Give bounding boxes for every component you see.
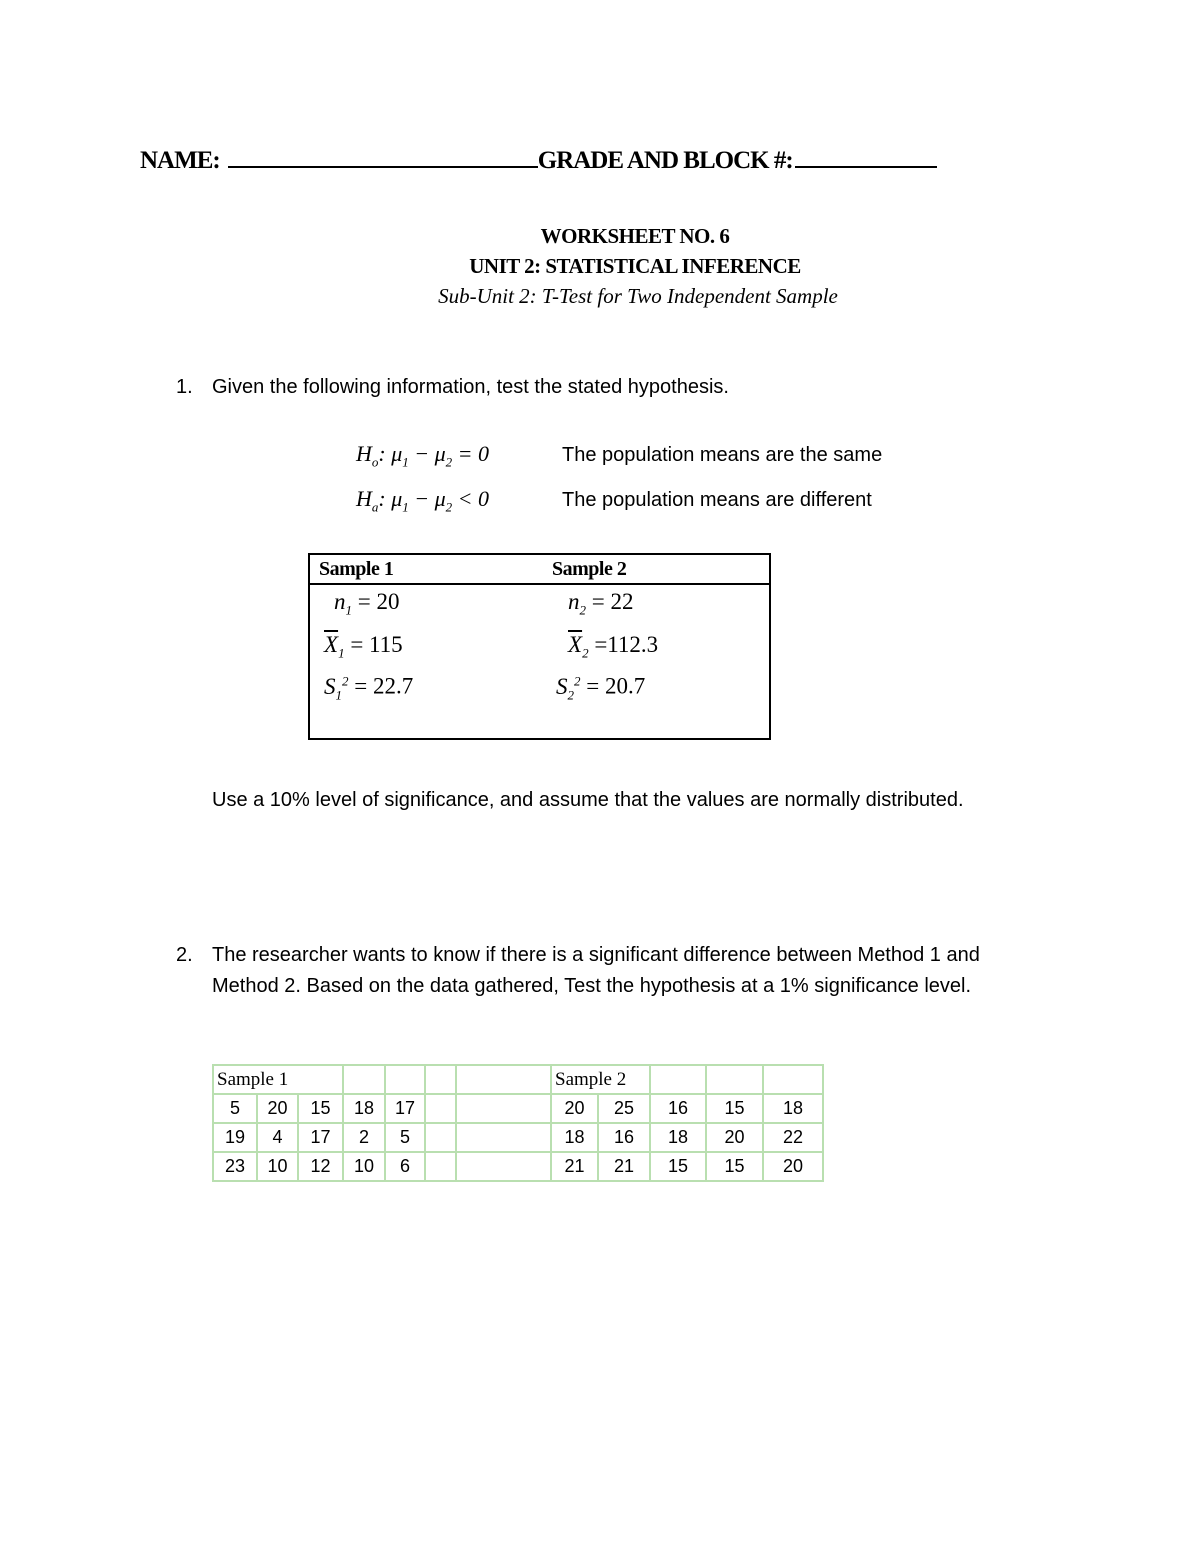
table-cell: 17 <box>298 1123 343 1152</box>
subunit-title: Sub-Unit 2: T-Test for Two Independent Sample <box>438 284 838 308</box>
q1-number: 1. <box>176 376 193 398</box>
sample2-table-label: Sample 2 <box>551 1065 650 1094</box>
table-cell: 12 <box>298 1152 343 1181</box>
table-cell: 20 <box>257 1094 298 1123</box>
table-cell: 21 <box>598 1152 650 1181</box>
table-cell: 20 <box>763 1152 823 1181</box>
sample-box-header <box>310 555 769 585</box>
worksheet-title: WORKSHEET NO. 6 <box>540 224 730 248</box>
q1-text: Given the following information, test the stated hypothesis. <box>212 376 729 398</box>
table-cell: 25 <box>598 1094 650 1123</box>
ha-description: The population means are different <box>562 489 872 511</box>
xbar2-stat: $\overline{X}_2 =112.3$ <box>568 632 659 661</box>
table-cell: 4 <box>257 1123 298 1152</box>
table-row <box>213 1123 823 1152</box>
q2-number: 2. <box>176 944 193 966</box>
sample2-header: Sample 2 <box>552 558 627 580</box>
method-data-table <box>212 1064 824 1182</box>
table-cell: 5 <box>213 1094 257 1123</box>
q2-text-line1: The researcher wants to know if there is a significant difference between Method 1 and <box>212 944 980 966</box>
table-cell: 15 <box>298 1094 343 1123</box>
table-cell: 16 <box>598 1123 650 1152</box>
table-cell: 20 <box>706 1123 763 1152</box>
s1-variance-stat: $S_1^2 = 22.7$ <box>324 673 414 703</box>
n1-stat: $n_1 = 20$ <box>334 589 400 618</box>
q1-note: Use a 10% level of significance, and assume that the values are normally distributed. <box>212 789 964 811</box>
table-cell: 16 <box>650 1094 706 1123</box>
table-cell: 18 <box>343 1094 385 1123</box>
table-cell: 18 <box>650 1123 706 1152</box>
unit-title: UNIT 2: STATISTICAL INFERENCE <box>469 254 801 278</box>
table-cell: 23 <box>213 1152 257 1181</box>
table-cell: 17 <box>385 1094 425 1123</box>
table-row <box>213 1094 823 1123</box>
table-label-row <box>213 1065 823 1094</box>
table-cell: 15 <box>706 1094 763 1123</box>
sample1-header: Sample 1 <box>319 558 394 580</box>
xbar1-stat: $\overline{X}_1 = 115$ <box>324 632 403 661</box>
h0-formula: $H_o$: $\mu_1 - \mu_2 = 0$ <box>356 441 490 470</box>
table-cell: 15 <box>650 1152 706 1181</box>
table-row <box>213 1152 823 1181</box>
table-cell: 20 <box>551 1094 598 1123</box>
ha-formula: $H_a$: $\mu_1 - \mu_2 < 0$ <box>356 486 490 515</box>
table-cell: 10 <box>343 1152 385 1181</box>
q2-text-line2: Method 2. Based on the data gathered, Test the hypothesis at a 1% significance level. <box>212 975 972 997</box>
sample1-table-label: Sample 1 <box>213 1065 343 1094</box>
table-cell: 18 <box>551 1123 598 1152</box>
table-cell: 22 <box>763 1123 823 1152</box>
table-cell: 15 <box>706 1152 763 1181</box>
sample-summary-box <box>308 553 771 740</box>
name-blank[interactable] <box>228 144 538 168</box>
table-cell: 10 <box>257 1152 298 1181</box>
s2-variance-stat: $S_2^2 = 20.7$ <box>556 673 646 703</box>
table-cell: 18 <box>763 1094 823 1123</box>
name-label: NAME: <box>140 147 220 174</box>
grade-label: GRADE AND BLOCK #: <box>537 147 793 174</box>
name-grade-line <box>140 144 937 175</box>
table-cell: 5 <box>385 1123 425 1152</box>
table-cell: 19 <box>213 1123 257 1152</box>
table-cell: 6 <box>385 1152 425 1181</box>
table-cell: 21 <box>551 1152 598 1181</box>
h0-description: The population means are the same <box>562 444 883 466</box>
n2-stat: $n_2 = 22$ <box>568 589 634 618</box>
grade-blank[interactable] <box>795 144 937 168</box>
table-cell: 2 <box>343 1123 385 1152</box>
